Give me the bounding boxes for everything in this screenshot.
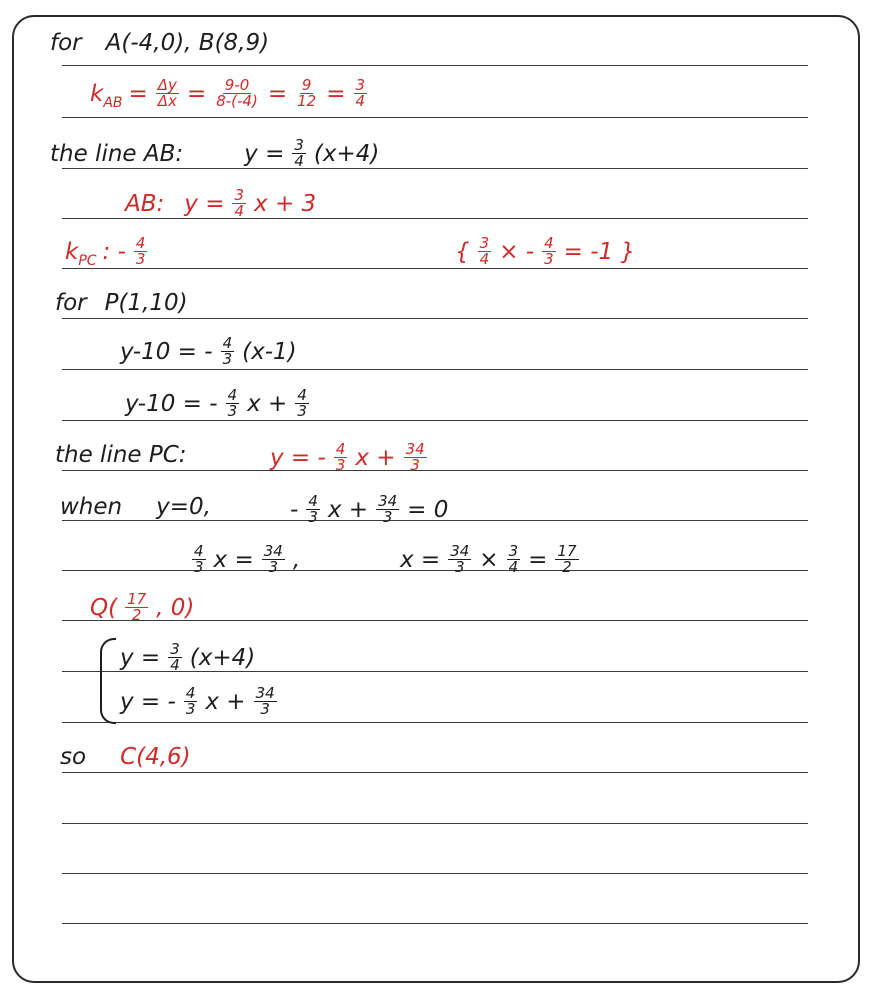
text: x + bbox=[327, 496, 369, 523]
fraction: $\frac{3}{4}$ bbox=[355, 76, 366, 110]
rule-line bbox=[62, 65, 808, 66]
fraction: $\frac{4}{3}$ bbox=[308, 492, 318, 526]
fraction: $\frac{34}{3}$ bbox=[263, 542, 283, 576]
text: = bbox=[326, 80, 346, 107]
line-pc-label bbox=[55, 442, 187, 468]
fraction: $\frac{34}{3}$ bbox=[378, 492, 398, 526]
line-ab-slope-intercept bbox=[125, 188, 316, 219]
fraction: $\frac{34}{3}$ bbox=[450, 542, 470, 576]
text: y = - bbox=[270, 444, 326, 471]
text: , 0) bbox=[156, 594, 195, 621]
text: y = bbox=[184, 190, 225, 217]
fraction: $\frac{34}{3}$ bbox=[255, 684, 275, 718]
point-c: C(4,6) bbox=[120, 744, 191, 770]
line-pc-equation bbox=[270, 442, 429, 473]
text: = 0 bbox=[407, 496, 449, 523]
fraction: $\frac{3}{4}$ bbox=[508, 542, 519, 576]
text: x + bbox=[247, 390, 288, 417]
slope-symbol: $k_{AB}$ bbox=[90, 80, 123, 111]
slope-ab bbox=[90, 78, 369, 109]
when-y-zero bbox=[60, 494, 211, 520]
fraction: $\frac{\Delta y}{\Delta x}$ bbox=[157, 76, 177, 110]
text: Q( bbox=[90, 594, 118, 621]
expanded-pc bbox=[125, 388, 311, 419]
text: the line AB: bbox=[50, 140, 184, 167]
text: y = - bbox=[120, 688, 176, 715]
point-slope-pc bbox=[120, 336, 297, 367]
rule-line bbox=[62, 369, 808, 370]
point-p: P(1,10) bbox=[104, 290, 188, 316]
fraction: $\frac{3}{4}$ bbox=[170, 640, 180, 674]
system-equation-2 bbox=[120, 686, 279, 717]
given-points bbox=[50, 30, 269, 56]
fraction: $\frac{4}{3}$ bbox=[297, 386, 307, 420]
rule-line bbox=[62, 823, 808, 824]
text: x = bbox=[213, 546, 254, 573]
text: for bbox=[55, 290, 87, 316]
rule-line bbox=[62, 470, 808, 471]
rule-line bbox=[62, 420, 808, 421]
fraction: $\frac{17}{2}$ bbox=[557, 542, 577, 576]
fraction: $\frac{4}{3}$ bbox=[194, 542, 204, 576]
text: × - bbox=[499, 238, 535, 265]
rule-line bbox=[62, 923, 808, 924]
text: : - bbox=[102, 238, 126, 265]
text: y-10 = - bbox=[125, 390, 218, 417]
text: = bbox=[186, 80, 207, 107]
text: x + bbox=[355, 444, 396, 471]
text: y-10 = - bbox=[120, 338, 213, 365]
text: - bbox=[290, 496, 299, 523]
line-ab-equation bbox=[50, 138, 379, 169]
fraction: $\frac{4}{3}$ bbox=[185, 684, 196, 718]
text: { bbox=[455, 238, 470, 265]
fraction: $\frac{3}{4}$ bbox=[294, 136, 304, 170]
text: AB: bbox=[125, 190, 165, 217]
rule-line bbox=[62, 772, 808, 773]
solve-x-result bbox=[400, 544, 581, 575]
text: the line PC: bbox=[55, 442, 187, 468]
solve-x-step bbox=[190, 544, 300, 575]
fraction: $\frac{4}{3}$ bbox=[227, 386, 238, 420]
slope-pc bbox=[65, 236, 149, 267]
text: = -1 } bbox=[563, 238, 636, 265]
text: y = bbox=[244, 140, 285, 167]
text: so bbox=[60, 744, 87, 770]
x-intercept-equation bbox=[290, 494, 448, 525]
text: x = bbox=[400, 546, 441, 573]
slope-symbol: $k_{PC}$ bbox=[65, 238, 97, 269]
rule-line bbox=[62, 117, 808, 118]
text: y=0, bbox=[156, 494, 211, 520]
rule-line bbox=[62, 873, 808, 874]
text: = bbox=[267, 80, 288, 107]
system-brace bbox=[100, 638, 116, 724]
fraction: $\frac{9}{12}$ bbox=[297, 76, 317, 110]
points-ab: A(-4,0), B(8,9) bbox=[105, 30, 270, 56]
text: (x+4) bbox=[189, 644, 256, 671]
fraction: $\frac{4}{3}$ bbox=[544, 234, 554, 268]
given-point-p bbox=[55, 290, 188, 316]
fraction: $\frac{17}{2}$ bbox=[127, 590, 147, 624]
fraction: $\frac{3}{4}$ bbox=[479, 234, 490, 268]
text: when bbox=[60, 494, 123, 520]
text: = bbox=[128, 80, 148, 107]
text: × bbox=[479, 546, 499, 573]
system-equation-1 bbox=[120, 642, 255, 673]
conclusion bbox=[60, 744, 191, 770]
text: for bbox=[50, 30, 82, 56]
fraction: $\frac{4}{3}$ bbox=[222, 334, 233, 368]
rule-line bbox=[62, 268, 808, 269]
text: , bbox=[292, 546, 301, 573]
rule-line bbox=[62, 318, 808, 319]
fraction: $\frac{4}{3}$ bbox=[135, 234, 146, 268]
text: x + bbox=[205, 688, 246, 715]
fraction: $\frac{4}{3}$ bbox=[335, 440, 346, 474]
perpendicular-check bbox=[455, 236, 635, 267]
fraction: $\frac{9-0}{8-(-4)}$ bbox=[216, 76, 258, 110]
text: (x-1) bbox=[242, 338, 297, 365]
rule-line bbox=[62, 722, 808, 723]
point-q bbox=[90, 592, 194, 623]
fraction: $\frac{34}{3}$ bbox=[405, 440, 425, 474]
text: (x+4) bbox=[313, 140, 380, 167]
fraction: $\frac{3}{4}$ bbox=[234, 186, 245, 220]
text: x + 3 bbox=[254, 190, 317, 217]
text: y = bbox=[120, 644, 161, 671]
text: = bbox=[528, 546, 548, 573]
